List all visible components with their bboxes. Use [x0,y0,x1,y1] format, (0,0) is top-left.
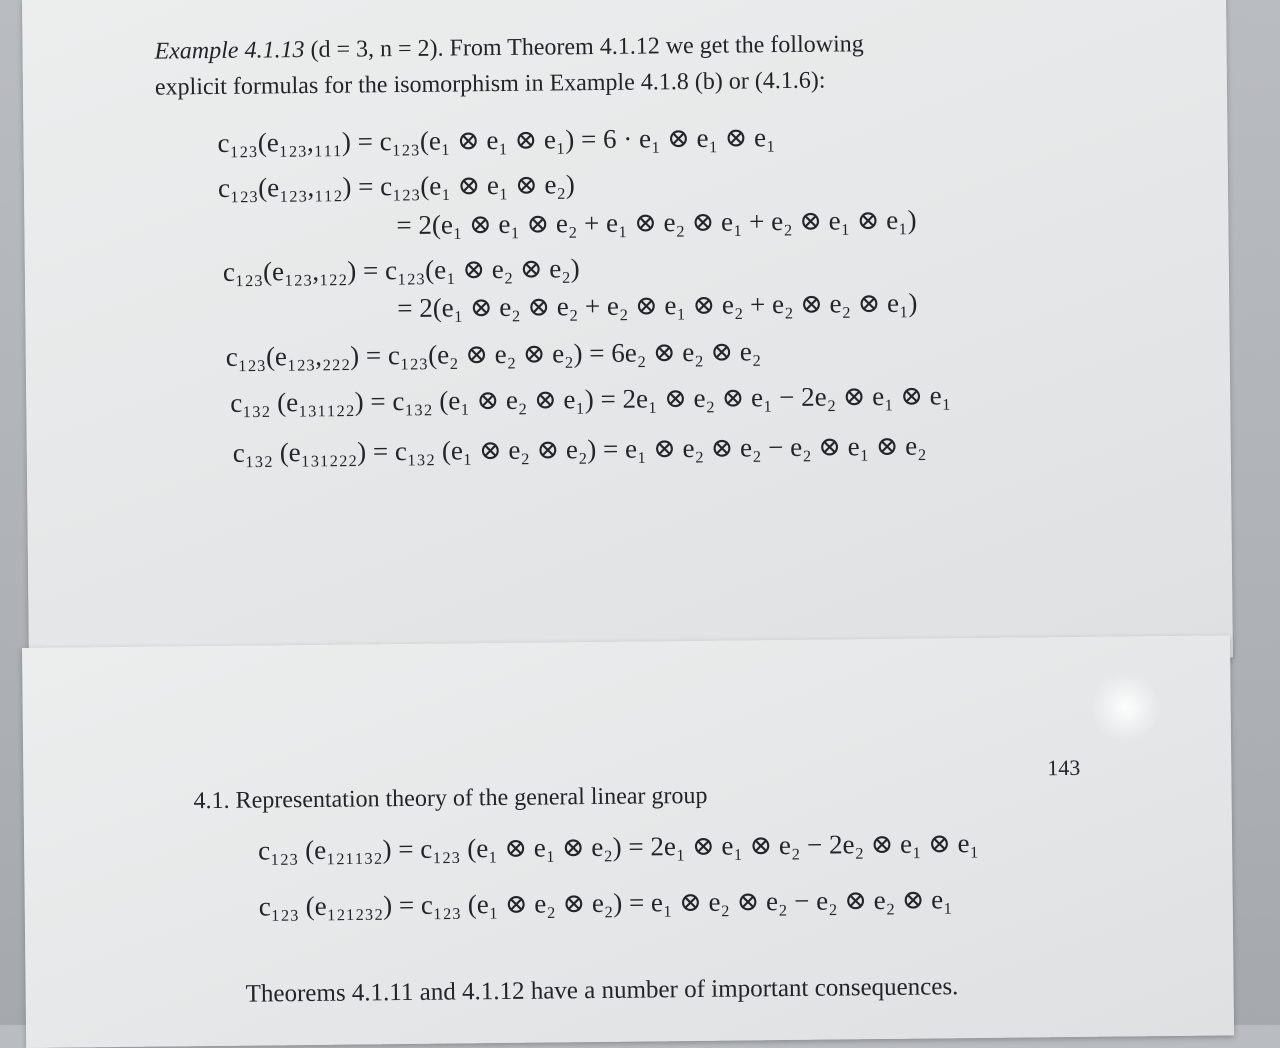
page-number: 143 [1047,754,1081,781]
example-intro-line-2: explicit formulas for the isomorphism in Example 4.1.8 (b) or (4.1.6): [154,67,826,101]
formula-line-7: c₁₃₂ (e₁₃₁₁₂₂) = c₁₃₂ (e₁ ⊗ e₂ ⊗ e₁) = 2e₁ ⊗ e₂ ⊗ e₁ − 2e₂ ⊗ e₁ ⊗ e₁ [230,380,952,418]
closing-paragraph: Theorems 4.1.11 and 4.1.12 have a number of important consequences. [245,973,959,1008]
formula-line-4: c₁₂₃(e₁₂₃,₁₂₂) = c₁₂₃(e₁ ⊗ e₂ ⊗ e₂) [222,253,580,287]
formula-line-9: c₁₂₃ (e₁₂₁₁₃₂) = c₁₂₃ (e₁ ⊗ e₁ ⊗ e₂) = 2e₁ ⊗ e₁ ⊗ e₂ − 2e₂ ⊗ e₁ ⊗ e₁ [257,827,980,866]
example-intro-rest: (d = 3, n = 2). From Theorem 4.1.12 we get the following [304,31,864,64]
formula-line-3: = 2(e₁ ⊗ e₁ ⊗ e₂ + e₁ ⊗ e₂ ⊗ e₁ + e₂ ⊗ e₁ ⊗ e₁) [396,204,917,241]
book-page-bottom [22,635,1234,1048]
example-label: Example 4.1.13 [154,37,305,65]
example-intro-line-1 [154,29,863,66]
formula-line-10: c₁₂₃ (e₁₂₁₂₃₂) = c₁₂₃ (e₁ ⊗ e₂ ⊗ e₂) = e₁ ⊗ e₂ ⊗ e₂ − e₂ ⊗ e₂ ⊗ e₁ [258,884,953,922]
formula-line-6: c₁₂₃(e₁₂₃,₂₂₂) = c₁₂₃(e₂ ⊗ e₂ ⊗ e₂) = 6e₂ ⊗ e₂ ⊗ e₂ [225,336,762,372]
formula-line-1: c₁₂₃(e₁₂₃,₁₁₁) = c₁₂₃(e₁ ⊗ e₁ ⊗ e₁) = 6 · e₁ ⊗ e₁ ⊗ e₁ [217,122,776,158]
book-page-top [22,0,1233,670]
formula-line-8: c₁₃₂ (e₁₃₁₂₂₂) = c₁₃₂ (e₁ ⊗ e₂ ⊗ e₂) = e₁ ⊗ e₂ ⊗ e₂ − e₂ ⊗ e₁ ⊗ e₂ [232,430,927,468]
section-heading: 4.1. Representation theory of the general linear group [193,782,708,815]
formula-line-2: c₁₂₃(e₁₂₃,₁₁₂) = c₁₂₃(e₁ ⊗ e₁ ⊗ e₂) [217,169,575,203]
formula-line-5: = 2(e₁ ⊗ e₂ ⊗ e₂ + e₂ ⊗ e₁ ⊗ e₂ + e₂ ⊗ e₂ ⊗ e₁) [397,287,918,324]
light-glare [1090,672,1161,743]
